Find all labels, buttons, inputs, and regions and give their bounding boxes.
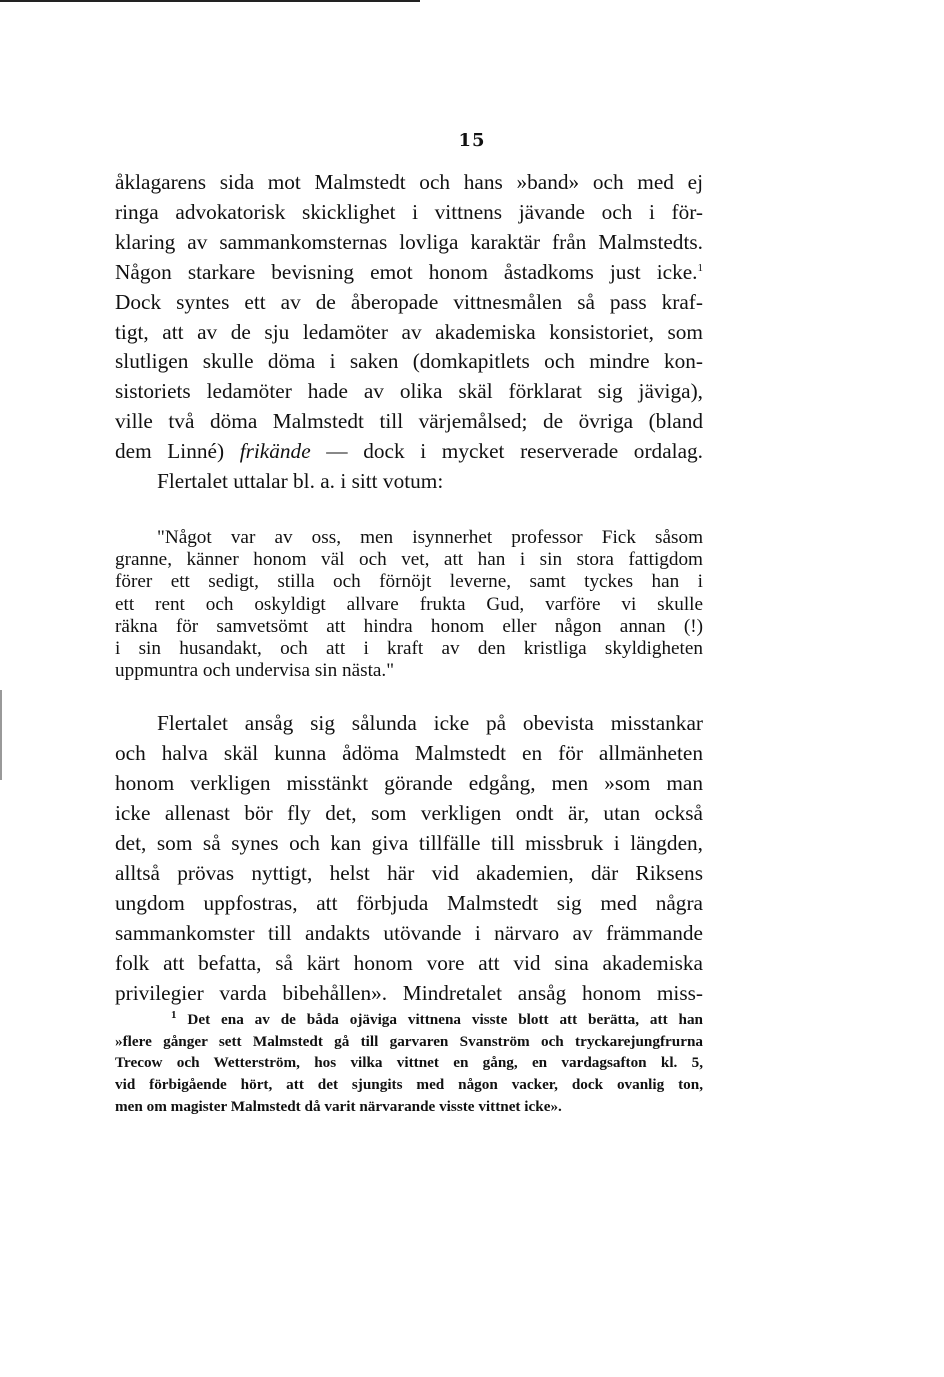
top-rule xyxy=(0,0,420,2)
footnote-line xyxy=(115,1009,703,1031)
text-line: folk att befatta, så kärt honom vore att vid sina akademiska xyxy=(115,950,703,975)
footnote-line-content: Det ena av de båda ojäviga vittnena visste blott att berätta, att han xyxy=(187,1011,703,1028)
footnote-line: vid förbigående hört, att det sjungits med någon vacker, dock ovanlig ton, xyxy=(115,1076,703,1094)
text-line: alltså prövas nyttigt, helst här vid akademien, där Riksens xyxy=(115,860,703,885)
text-line: och halva skäl kunna ådöma Malmstedt en för allmänheten xyxy=(115,741,703,766)
quote-line: förer ett sedigt, stilla och förnöjt leverne, samt tyckes han i xyxy=(115,571,703,593)
text-line xyxy=(115,437,703,467)
main-text xyxy=(115,168,703,1008)
text-line: tigt, att av de sju ledamöter av akademiska konsistoriet, som xyxy=(115,319,703,344)
text-line: icke allenast bör fly det, som verkligen ondt är, utan också xyxy=(115,801,703,826)
text-line: det, som så synes och kan giva tillfälle till missbruk i längden, xyxy=(115,831,703,856)
quote-line: uppmuntra och undervisa sin nästa." xyxy=(115,660,395,682)
quote-line: "Något var av oss, men isynnerhet professor Fick såsom xyxy=(157,526,703,548)
footnote xyxy=(115,1009,703,1118)
text-line: privilegier varda bibehållen». Mindretalet ansåg honom miss- xyxy=(115,980,703,1005)
footnote-line: men om magister Malmstedt då varit närvarande visste vittnet icke». xyxy=(115,1097,562,1115)
text-line: sistoriets ledamöter hade av olika skäl förklarat sig jäviga), xyxy=(115,379,703,404)
text-line: Flertalet ansåg sig sålunda icke på obevista misstankar xyxy=(157,711,703,736)
text-line: åklagarens sida mot Malmstedt och hans »band» och med ej xyxy=(115,170,703,194)
text-line: ungdom uppfostras, att förbjuda Malmstedt sig med några xyxy=(115,890,703,915)
text-line: ville två döma Malmstedt till värjemålsed; de övriga (bland xyxy=(115,409,703,434)
text-line: Flertalet uttalar bl. a. i sitt votum: xyxy=(157,469,444,494)
footnote-line: »flere gånger sett Malmstedt gå till garvaren Svanström och tryckarejungfrurna xyxy=(115,1032,703,1050)
text-line: honom verkligen misstänkt görande edgång, men »som man xyxy=(115,771,703,796)
paragraph-2 xyxy=(115,467,703,497)
quote-line: ett rent och oskyldigt allvare frukta Gud, varföre vi skulle xyxy=(115,593,703,615)
text-segment: dem Linné) xyxy=(115,439,240,464)
block-quote xyxy=(115,527,703,682)
text-segment: — dock i mycket reserverade ordalag. xyxy=(310,439,703,464)
page-number: 15 xyxy=(458,130,486,151)
page-edge-shadow xyxy=(0,690,2,780)
text-line: klaring av sammankomsternas lovliga karaktär från Malmstedts. xyxy=(115,229,703,254)
footnote-reference: 1 xyxy=(697,261,703,274)
text-line: ringa advokatorisk skicklighet i vittnens jävande och i för- xyxy=(115,199,703,224)
paragraph-1 xyxy=(115,168,703,467)
italic-word: frikände xyxy=(239,439,311,464)
footnote-line: Trecow och Wetterström, hos vilka vittnet en gång, en vardagsafton kl. 5, xyxy=(115,1054,703,1072)
footnote-marker: 1 xyxy=(171,1008,177,1021)
quote-line: räkna för samvetsömt att hindra honom eller någon annan (!) xyxy=(115,615,703,637)
text-line: sammankomster till andakts utövande i närvaro av främmande xyxy=(115,920,703,945)
text-line: Dock syntes ett av de åberopade vittnesmålen så pass kraf- xyxy=(115,289,703,314)
text-line: slutligen skulle döma i saken (domkapitlets och mindre kon- xyxy=(115,349,703,374)
text-line xyxy=(115,258,703,288)
quote-line: granne, känner honom väl och vet, att han i sin stora fattigdom xyxy=(115,549,703,571)
text-line-content: Någon starkare bevisning emot honom åstadkoms just icke. xyxy=(115,259,698,284)
quote-line: i sin husandakt, och att i kraft av den kristliga skyldigheten xyxy=(115,637,703,659)
paragraph-3 xyxy=(115,709,703,1008)
